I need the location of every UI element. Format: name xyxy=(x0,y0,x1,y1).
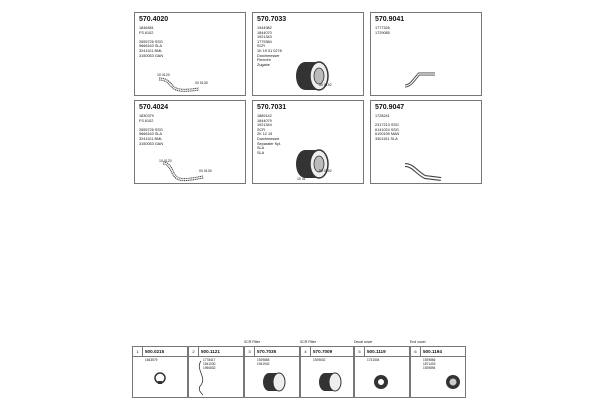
reference-list: 1830379 FS 6102 2655726 SSG 9666163 SLA 3241101 BML 3150053 GAN xyxy=(139,114,164,146)
caption-5: Decal cover xyxy=(354,340,373,344)
reference-list: 1643579 xyxy=(145,358,158,362)
part-number: 570.9041 xyxy=(375,16,405,23)
callout-a: 10 0120 xyxy=(157,73,170,77)
callout-a: 50 0192 xyxy=(319,83,332,87)
reference-list: 1731504 xyxy=(367,358,380,362)
reference-list: 1846481 FS 6102 2655726 SSG 9666163 SLA 3241101 BML 3150053 GAN xyxy=(139,26,164,58)
caption-4: SCR Filter xyxy=(300,340,317,344)
item-index: 2 xyxy=(189,347,199,356)
callout-a: 10 0120 xyxy=(159,159,172,163)
part-number: 570.7009 xyxy=(313,349,333,354)
scr-filter-icon xyxy=(261,371,287,393)
reference-list: 1778417 1541030 1950832 xyxy=(203,358,216,370)
part-number: 570.9047 xyxy=(375,104,405,111)
caption-3: SCR Filter xyxy=(244,340,261,344)
cover-ring-icon xyxy=(371,373,391,391)
item-index: 4 xyxy=(301,347,311,356)
part-number: 570.7035 xyxy=(257,349,277,354)
item-index: 3 xyxy=(245,347,255,356)
sensor-cable-icon xyxy=(193,359,209,397)
part-card-570-4020 xyxy=(134,12,246,96)
bottom-part-4 xyxy=(300,346,354,398)
reference-list: 1929865 1941942 xyxy=(257,358,270,366)
clamp-icon xyxy=(153,371,167,385)
part-number: 500.0215 xyxy=(145,349,165,354)
part-card-570-9047 xyxy=(370,100,482,184)
bottom-part-2 xyxy=(188,346,244,398)
part-card-570-4024 xyxy=(134,100,246,184)
item-index: 5 xyxy=(355,347,365,356)
part-number: 570.4024 xyxy=(139,104,169,111)
bottom-part-1 xyxy=(132,346,188,398)
caption-6: End cover xyxy=(410,340,426,344)
bottom-part-5 xyxy=(354,346,410,398)
part-card-570-7033 xyxy=(252,12,364,96)
reference-list: 1889142 1844079 1921344 SCR 2K 12 15 Durchmesser Separater Kpl. SLA SLA xyxy=(257,114,282,155)
tail-pipe-icon xyxy=(401,157,445,185)
part-number: 570.7033 xyxy=(257,16,287,23)
part-card-570-7031 xyxy=(252,100,364,184)
end-cover-icon xyxy=(443,373,463,391)
reference-list: 1728241 2317213 SSG 6141024 SSG 6100195 MAN 3301151 SLA xyxy=(375,114,400,141)
reference-list: 1929602 xyxy=(313,358,326,362)
reference-list: 1777326 1729085 xyxy=(375,26,390,35)
scr-filter-icon xyxy=(317,371,343,393)
callout-a: 50 0192 xyxy=(319,169,332,173)
reference-list: 1944982 1844070 1921343 1779384 SCR 1K 19 01 0278 Durchmesser Flexrohr Zugabe xyxy=(257,26,282,67)
bottom-part-6 xyxy=(410,346,466,398)
item-index: 6 xyxy=(411,347,421,356)
bent-pipe-icon xyxy=(401,68,441,98)
callout-b: 00 0130 xyxy=(195,81,208,85)
callout-b: 10 41 xyxy=(297,177,306,181)
callout-b: 00 0130 xyxy=(199,169,212,173)
part-number: 500.1121 xyxy=(201,349,220,354)
bottom-part-3 xyxy=(244,346,300,398)
item-index: 1 xyxy=(133,347,143,356)
part-number: 500.1119 xyxy=(367,349,386,354)
scr-filter-icon xyxy=(293,58,333,94)
part-card-570-9041 xyxy=(370,12,482,96)
part-number: 570.4020 xyxy=(139,16,169,23)
part-number: 500.1194 xyxy=(423,349,442,354)
reference-list: 1929866 1871403 1929894 xyxy=(423,358,436,370)
part-number: 570.7031 xyxy=(257,104,287,111)
